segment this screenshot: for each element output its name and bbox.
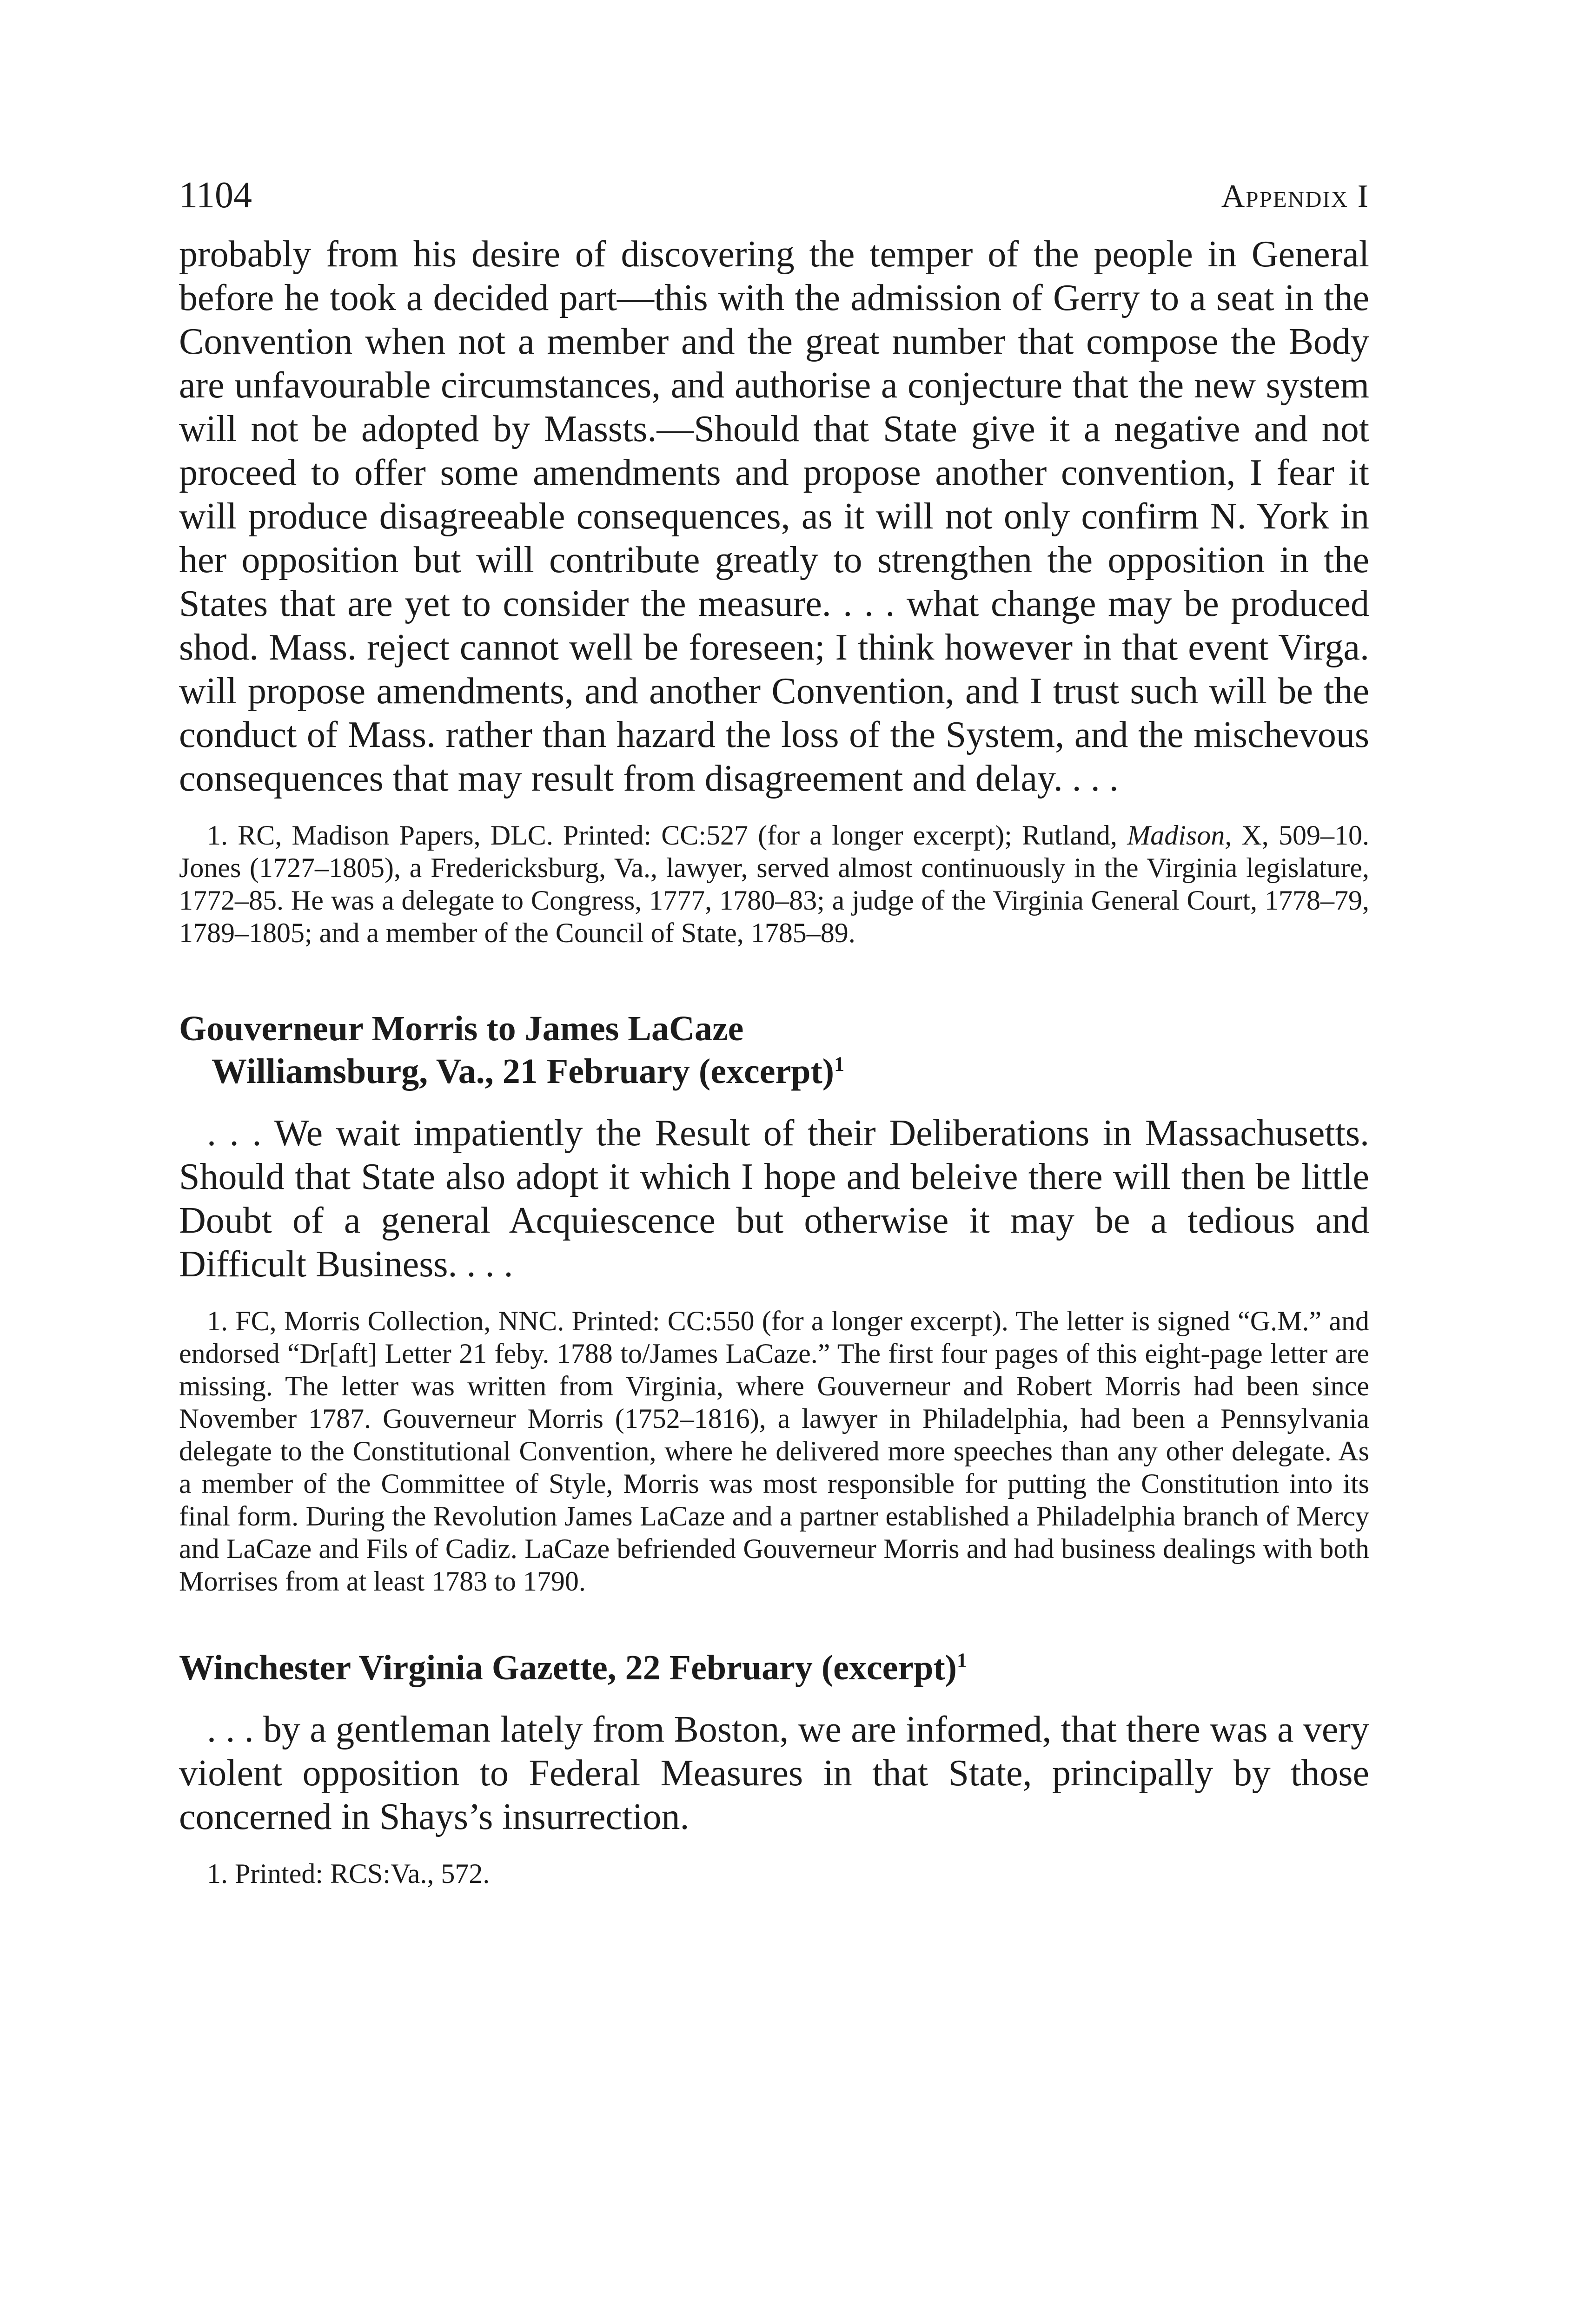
morris-letter-footnote: 1. FC, Morris Collection, NNC. Printed: CC:550 (for a longer excerpt). The letter is signed “G.M.” and endorsed “Dr[aft] Letter 21 feby. 1788 to/James LaCaze.” The first four pages of this eight-page letter are missing. The letter was written from Virginia, where Gouverneur and Robert Morris had been since November 1787. Gouverneur Morris (1752–1816), a lawyer in Philadelphia, had been a Pennsylvania delegate to the Constitutional Convention, where he delivered more speeches than any other delegate. As a member of the Committee of Style, Morris was most responsible for putting the Constitution into its final form. During the Revolution James LaCaze and a partner established a Philadelphia branch of Mercy and LaCaze and Fils of Cadiz. LaCaze befriended Gouverneur Morris and had business dealings with both Morrises from at least 1783 to 1790.	[179, 1306, 1369, 1597]
gazette-heading-title: Winchester Virginia Gazette, 22 February (excerpt)	[179, 1648, 957, 1687]
morris-letter-heading	[179, 1007, 1369, 1093]
continuation-paragraph: probably from his desire of discovering the temper of the people in General before he took a decided part—this with the admission of Gerry to a seat in the Convention when not a member and the great number that compose the Body are unfavourable circumstances, and authorise a conjecture that the new system will not be adopted by Massts.—Should that State give it a negative and not proceed to offer some amendments and propose another convention, I fear it will produce disagreeable consequences, as it will not only confirm N. York in her opposition but will contribute greatly to strengthen the opposition in the States that are yet to consider the measure. . . . what change may be produced shod. Mass. reject cannot well be foreseen; I think however in that event Virga. will propose amendments, and another Convention, and I trust such will be the conduct of Mass. rather than hazard the loss of the System, and the mischevous consequences that may result from disagreement and delay. . . .	[179, 234, 1369, 799]
footnote-italic-title: Madison,	[1127, 820, 1232, 851]
page-number: 1104	[179, 175, 252, 216]
document-page	[179, 177, 1369, 1890]
morris-letter-paragraph: . . . We wait impatiently the Result of their Deliberations in Massachusetts. Should that State also adopt it which I hope and beleive there will then be little Doubt of a general Acquiescence but otherwise it may be a tedious and Difficult Business. . . .	[179, 1113, 1369, 1285]
continuation-footnote	[179, 819, 1369, 949]
footnote-text-prefix: 1. RC, Madison Papers, DLC. Printed: CC:527 (for a longer excerpt); Rutland,	[207, 820, 1127, 851]
gazette-paragraph: . . . by a gentleman lately from Boston, we are informed, that there was a very violent opposition to Federal Measures in that State, principally by those concerned in Shays’s insurrection.	[179, 1709, 1369, 1837]
morris-heading-date: Williamsburg, Va., 21 February (excerpt)	[212, 1052, 835, 1091]
section-label: Appendix I	[1221, 178, 1369, 214]
running-head	[179, 177, 1369, 232]
gazette-heading	[179, 1646, 1369, 1689]
footnote-marker: 1	[956, 1649, 967, 1672]
morris-heading-line2	[179, 1050, 1369, 1093]
footnote-text-suffix: X, 509–10. Jones (1727–1805), a Fredericksburg, Va., lawyer, served almost continuously in the Virginia legislature, 1772–85. He was a delegate to Congress, 1777, 1780–83; a judge of the Virginia General Court, 1778–79, 1789–1805; and a member of the Council of State, 1785–89.	[179, 820, 1369, 948]
gazette-footnote: 1. Printed: RCS:Va., 572.	[207, 1858, 490, 1889]
morris-heading-line1: Gouverneur Morris to James LaCaze	[179, 1009, 744, 1048]
footnote-marker: 1	[834, 1052, 845, 1076]
